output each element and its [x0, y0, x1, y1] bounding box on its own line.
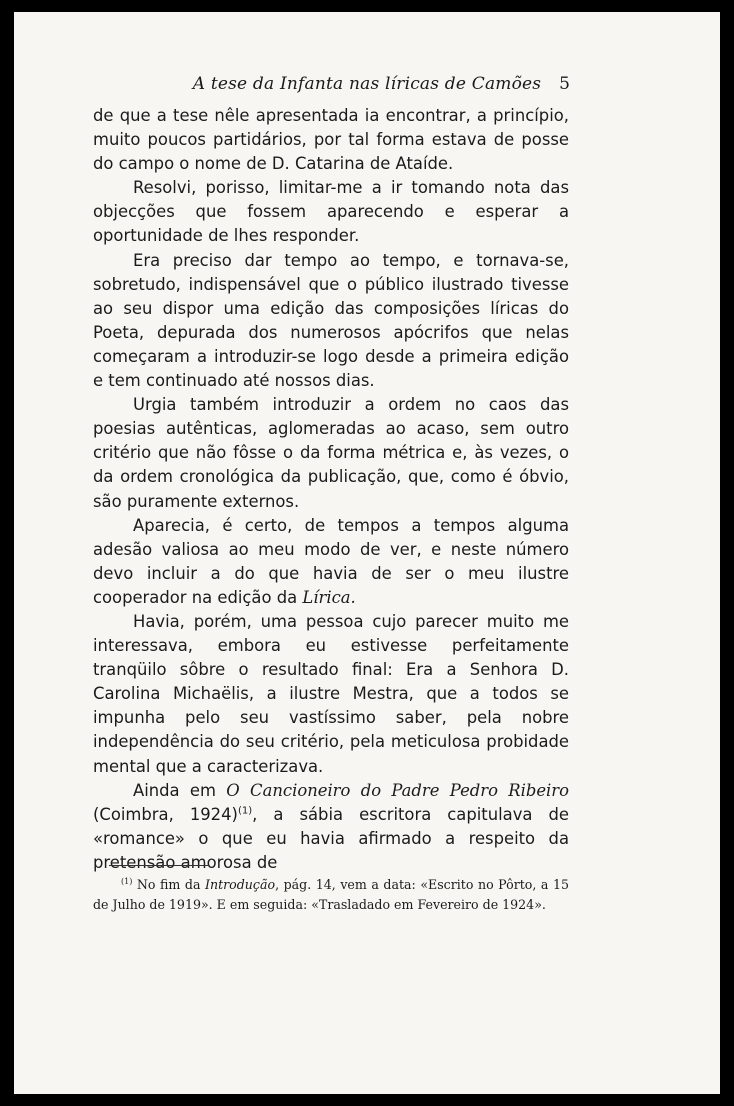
- lirica-title: Lírica.: [302, 587, 356, 607]
- footnote-rule: [109, 865, 209, 866]
- paragraph-1: de que a tese nêle apresentada ia encontrar, a princípio, muito poucos partidários, por tal forma estava de posse do campo o nome de D. Catarina de Ataíde.: [93, 106, 569, 174]
- footnote-text-end: , pág. 14, vem a data: «Escrito no Pôrto, a 15 de Julho de 1919». E em seguida: «Trasladado em Fevereiro de 1924».: [93, 877, 569, 912]
- paragraph-5-text: Aparecia, é certo, de tempos a tempos alguma adesão valiosa ao meu modo de ver, e neste número devo incluir a do que havia de ser o meu ilustre cooperador na edição da: [93, 515, 569, 607]
- paragraph-6: Havia, porém, uma pessoa cujo parecer muito me interessava, embora eu estivesse perfeitamente tranqüilo sôbre o resultado final: Era a Senhora D. Carolina Michaëlis, a ilustre Mestra, que a todos se impunha pelo seu vastíssimo saber, pela nobre independência do seu critério, pela meticulosa probidade mental que a caracterizava.: [93, 611, 569, 776]
- paragraph-7-start: Ainda em: [133, 780, 227, 800]
- footnote-marker: (1): [121, 876, 133, 886]
- introducao-title: Introdução: [204, 877, 276, 892]
- footnote-text-start: No fim da: [132, 877, 205, 892]
- page-number: 5: [559, 74, 570, 94]
- footnote-reference: (1): [237, 805, 253, 817]
- book-page: [14, 12, 720, 1094]
- paragraph-7-middle: (Coimbra, 1924): [93, 804, 238, 824]
- paragraph-2: Resolvi, porisso, limitar-me a ir tomando nota das objecções que fossem aparecendo e esperar a oportunidade de lhes responder.: [93, 178, 569, 246]
- cancioneiro-title: O Cancioneiro do Padre Pedro Ribeiro: [226, 780, 569, 800]
- paragraph-5: [93, 514, 569, 610]
- paragraph-7-end: , a sábia escritora capitulava de «romance» o que eu havia afirmado a respeito da pretensão amorosa de: [93, 804, 569, 872]
- body-text: [93, 104, 569, 875]
- running-title: A tese da Infanta nas líricas de Camões: [192, 74, 542, 94]
- paragraph-7: [93, 779, 569, 875]
- paragraph-4: Urgia também introduzir a ordem no caos das poesias autênticas, aglomeradas ao acaso, sem outro critério que não fôsse o da forma métrica e, às vezes, o da ordem cronológica da publicação, que, como é óbvio, são puramente externos.: [93, 395, 569, 511]
- page-header: [14, 74, 720, 102]
- paragraph-3: Era preciso dar tempo ao tempo, e tornava-se, sobretudo, indispensável que o público ilustrado tivesse ao seu dispor uma edição das composições líricas do Poeta, depurada dos numerosos apócrifos que nelas começaram a introduzir-se logo desde a primeira edição e tem continuado até nossos dias.: [93, 250, 569, 391]
- footnote: [93, 875, 569, 915]
